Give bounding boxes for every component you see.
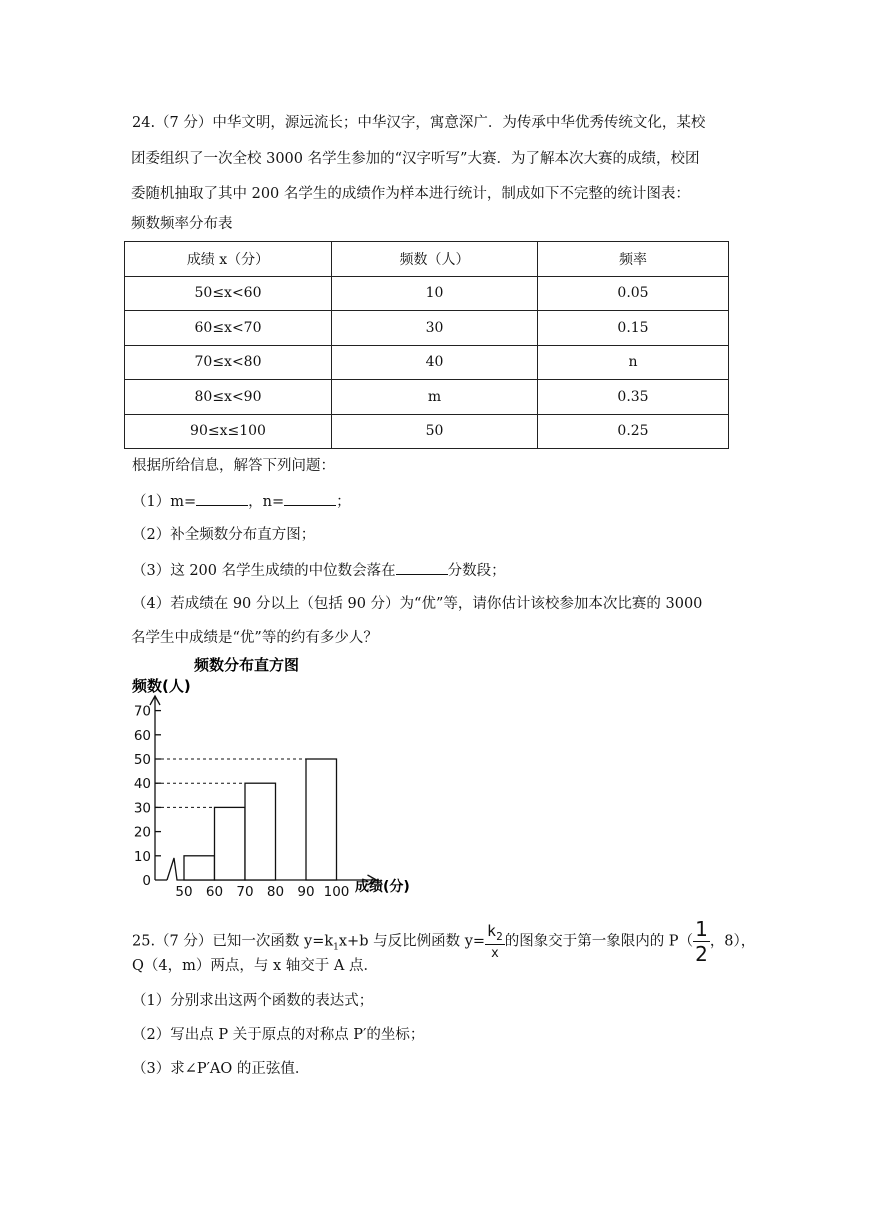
half-den: 2 [695, 942, 708, 966]
frac-k-subscript: 2 [496, 929, 503, 943]
table-cell: 10 [332, 276, 538, 311]
q24-sub4-line-2: 名学生中成绩是“优”等的约有多少人？ [131, 630, 378, 646]
blank-n [284, 491, 336, 506]
q25-text-line-2: Q（4，m）两点，与 x 轴交于 A 点． [132, 958, 378, 974]
q25-sub2: （2）写出点 P 关于原点的对称点 P′的坐标； [132, 1027, 425, 1043]
chart-title: 频数分布直方图 [194, 656, 300, 674]
x-tick-label: 90 [297, 884, 315, 900]
q24-text-line-2: 团委组织了一次全校 3000 名学生参加的“汉字听写”大赛．为了解本次大赛的成绩，校团 [131, 151, 700, 167]
histogram-bar [245, 783, 276, 880]
x-tick-label: 50 [175, 884, 193, 900]
fraction-k2-over-x [485, 921, 505, 961]
histogram-bar [215, 807, 246, 880]
sub1-n-label: ，n= [248, 494, 285, 510]
y-tick-label: 30 [133, 800, 151, 817]
table-cell: 70≤x<80 [125, 345, 332, 380]
table-cell: 0.05 [538, 276, 729, 311]
q24-sub1 [132, 491, 351, 512]
half-num: 1 [695, 917, 708, 941]
q24-sub3 [132, 560, 506, 581]
blank-m [196, 491, 248, 506]
table-cell: 60≤x<70 [125, 311, 332, 346]
table-row [125, 345, 729, 380]
frac-x: x [490, 945, 499, 961]
y-axis-label: 频数(人) [132, 677, 191, 695]
frac-k: k [487, 921, 497, 940]
table-cell: 90≤x≤100 [125, 414, 332, 449]
header-cell: 成绩 x（分） [125, 242, 332, 277]
q25-sub3: （3）求∠P′AO 的正弦值． [132, 1061, 310, 1077]
q25-line1-d: ，8）， [709, 933, 756, 950]
k1-subscript: 1 [333, 942, 339, 953]
table-cell: n [538, 345, 729, 380]
x-tick-label: 60 [205, 884, 224, 900]
q25-line1-a: 25.（7 分）已知一次函数 y=k [132, 933, 334, 950]
y-tick-label: 10 [133, 848, 151, 865]
table-cell: 0.25 [538, 414, 729, 449]
sub1-m-label: （1）m= [132, 494, 197, 510]
x-tick-label: 70 [236, 884, 254, 900]
y-tick-label: 70 [133, 703, 151, 720]
table-cell: m [332, 380, 538, 415]
y-tick-label: 20 [133, 824, 151, 841]
y-tick-label: 60 [133, 727, 151, 744]
table-row [125, 414, 729, 449]
sub1-end: ； [336, 494, 351, 510]
blank-median [396, 560, 448, 575]
x-tick-label: 100 [323, 884, 350, 900]
table-cell: 0.35 [538, 380, 729, 415]
frequency-histogram [130, 652, 430, 900]
q24-intro: 根据所给信息，解答下列问题： [132, 458, 335, 474]
table-cell: 30 [332, 311, 538, 346]
table-cell: 0.15 [538, 311, 729, 346]
table-cell: 40 [332, 345, 538, 380]
q24-text-line-1: 24.（7 分）中华文明，源远流长；中华汉字，寓意深广．为传承中华优秀传统文化，某校 [132, 115, 706, 131]
table-row [125, 311, 729, 346]
y-tick-label: 40 [133, 776, 151, 793]
x-tick-label: 80 [266, 884, 285, 900]
table-header-row [125, 242, 729, 277]
q24-sub4-line-1: （4）若成绩在 90 分以上（包括 90 分）为“优”等，请你估计该校参加本次比赛的 3000 [132, 596, 703, 612]
table-cell: 80≤x<90 [125, 380, 332, 415]
header-cell: 频率 [538, 242, 729, 277]
y-tick-label: 0 [142, 873, 151, 889]
q24-sub2: （2）补全频数分布直方图； [132, 527, 316, 543]
q25-line1-b: x+b 与反比例函数 y= [338, 933, 486, 950]
q25-sub1: （1）分别求出这两个函数的表达式； [132, 993, 374, 1009]
table-title: 频数频率分布表 [131, 216, 233, 232]
table-row [125, 276, 729, 311]
q25-line1-c: 的图象交于第一象限内的 P（ [504, 933, 694, 950]
x-axis-label: 成绩(分) [355, 879, 410, 895]
y-tick-label: 50 [133, 752, 151, 768]
table-cell: 50≤x<60 [125, 276, 332, 311]
sub3-text-b: 分数段； [447, 563, 506, 579]
header-cell: 频数（人） [332, 242, 538, 277]
histogram-bar [184, 856, 215, 880]
table-row [125, 380, 729, 415]
table-cell: 50 [332, 414, 538, 449]
histogram-bar [306, 759, 337, 880]
q24-text-line-3: 委随机抽取了其中 200 名学生的成绩作为样本进行统计，制成如下不完整的统计图表： [131, 186, 690, 202]
fraction-one-half [693, 919, 710, 964]
sub3-text-a: （3）这 200 名学生成绩的中位数会落在 [132, 563, 396, 579]
frequency-table [124, 241, 729, 449]
